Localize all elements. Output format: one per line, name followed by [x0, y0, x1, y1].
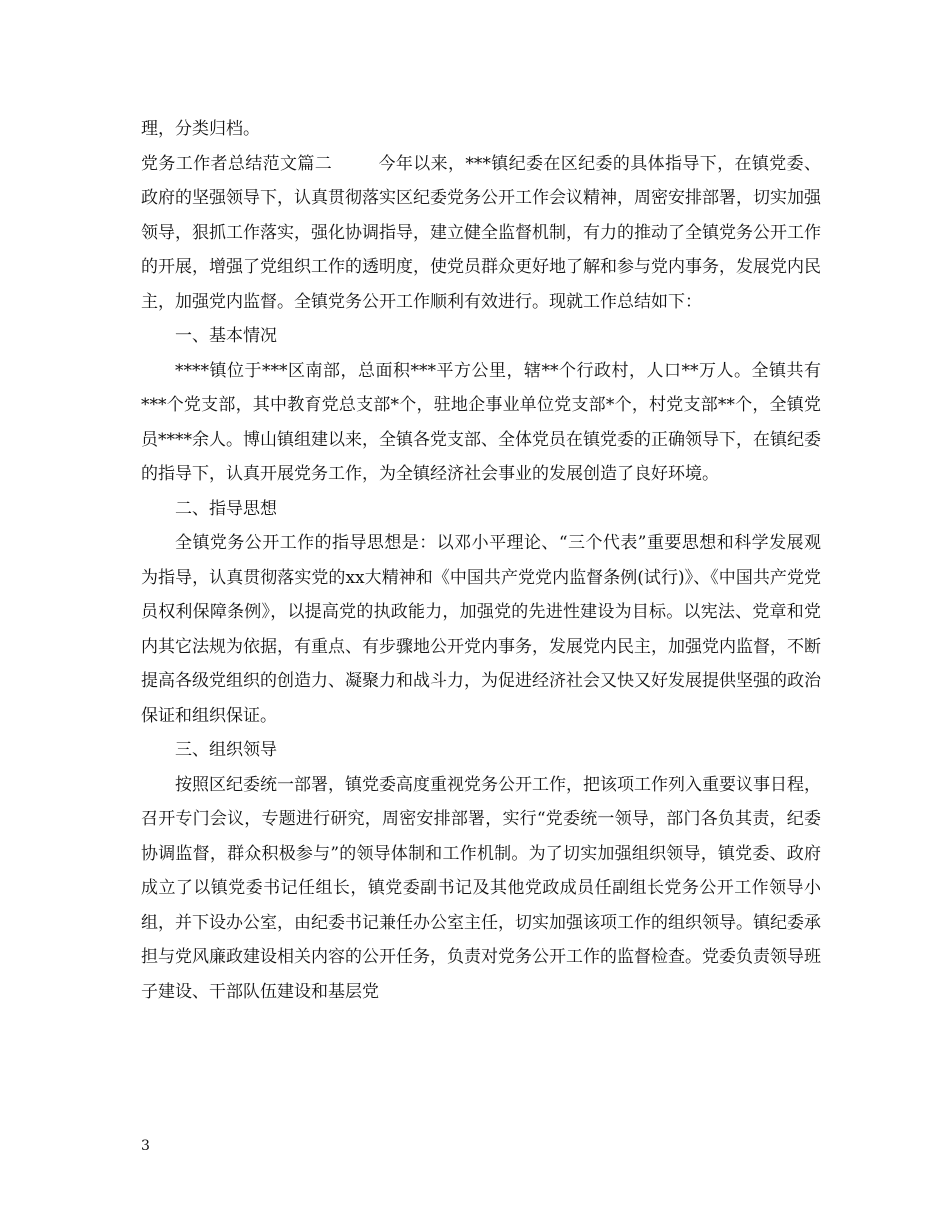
page-number: 3: [141, 1138, 150, 1154]
section-title: 党务工作者总结范文篇二: [141, 153, 333, 174]
heading-basic-situation: 一、基本情况: [175, 326, 277, 346]
heading-guiding-ideology: 二、指导思想: [175, 498, 277, 519]
section-intro-text: 今年以来，***镇纪委在区纪委的具体指导下，在镇党委、政府的坚强领导下，认真贯彻落实区纪委党务公开工作会议精神，周密安排部署，切实加强领导，狠抓工作落实，强化协调指导，建立健全监督机制，有力的推动了全镇党务公开工作的开展，增强了党组织工作的透明度，使党员群众更好地了解和参与党内事务，发展党内民主，加强党内监督。全镇党务公开工作顺利有效进行。现就工作总结如下：: [141, 153, 821, 312]
paragraph-basic-situation: ****镇位于***区南部，总面积***平方公里，辖**个行政村，人口**万人。全镇共有***个党支部，其中教育党总支部*个，驻地企事业单位党支部*个，村党支部**个，全镇党员****余人。博山镇组建以来，全镇各党支部、全体党员在镇党委的正确领导下，在镇纪委的指导下，认真开展党务工作，为全镇经济社会事业的发展创造了良好环境。: [141, 360, 821, 484]
document-body: [141, 112, 821, 1009]
heading-organization-leadership: 三、组织领导: [175, 740, 277, 760]
paragraph-guiding-ideology: 全镇党务公开工作的指导思想是：以邓小平理论、“三个代表”重要思想和科学发展观为指导，认真贯彻落实党的xx大精神和《中国共产党党内监督条例(试行)》、《中国共产党党员权利保障条例》，以提高党的执政能力，加强党的先进性建设为目标。以宪法、党章和党内其它法规为依据，有重点、有步骤地公开党内事务，发展党内民主，加强党内监督，不断提高各级党组织的创造力、凝聚力和战斗力，为促进经济社会又快又好发展提供坚强的政治保证和组织保证。: [141, 533, 821, 726]
paragraph-continuation: 理，分类归档。: [141, 119, 260, 139]
paragraph-organization-leadership: 按照区纪委统一部署，镇党委高度重视党务公开工作，把该项工作列入重要议事日程，召开专门会议，专题进行研究，周密安排部署，实行“党委统一领导，部门各负其责，纪委协调监督，群众积极参与”的领导体制和工作机制。为了切实加强组织领导，镇党委、政府成立了以镇党委书记任组长，镇党委副书记及其他党政成员任副组长党务公开工作领导小组，并下设办公室，由纪委书记兼任办公室主任，切实加强该项工作的组织领导。镇纪委承担与党风廉政建设相关内容的公开任务，负责对党务公开工作的监督检查。党委负责领导班子建设、干部队伍建设和基层党: [141, 774, 821, 1002]
paragraph-section-intro: [141, 147, 821, 320]
